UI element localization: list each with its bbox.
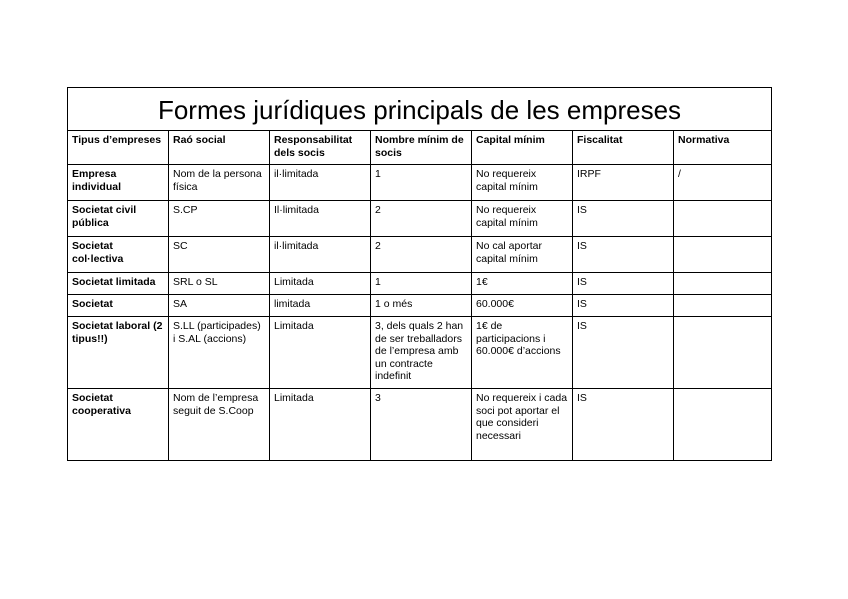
table-cell	[674, 317, 772, 389]
table-row	[68, 317, 772, 389]
table-cell: No cal aportar capital mínim	[472, 237, 573, 273]
table-cell: limitada	[270, 295, 371, 317]
table-row	[68, 295, 772, 317]
header-cell-min-capital: Capital mínim	[472, 131, 573, 165]
row-header-cell: Societat col·lectiva	[68, 237, 169, 273]
table-row	[68, 273, 772, 295]
table-cell: SC	[169, 237, 270, 273]
table-cell: 1€	[472, 273, 573, 295]
legal-forms-table	[67, 87, 772, 461]
table-cell: S.CP	[169, 201, 270, 237]
table-cell	[674, 237, 772, 273]
table-cell: S.LL (participades) i S.AL (accions)	[169, 317, 270, 389]
table-cell	[674, 389, 772, 461]
table-cell: 2	[371, 201, 472, 237]
row-header-cell: Societat	[68, 295, 169, 317]
row-header-cell: Societat civil pública	[68, 201, 169, 237]
table-cell: No requereix capital mínim	[472, 201, 573, 237]
row-header-cell: Societat laboral (2 tipus!!)	[68, 317, 169, 389]
header-cell-type: Tipus d’empreses	[68, 131, 169, 165]
table-cell: No requereix capital mínim	[472, 165, 573, 201]
table-cell	[674, 201, 772, 237]
table-cell	[674, 273, 772, 295]
table-cell	[674, 295, 772, 317]
table-cell: Limitada	[270, 389, 371, 461]
table-cell: SA	[169, 295, 270, 317]
header-cell-taxation: Fiscalitat	[573, 131, 674, 165]
table-cell: 3, dels quals 2 han de ser treballadors de l’empresa amb un contracte indefinit	[371, 317, 472, 389]
table-cell: il·limitada	[270, 165, 371, 201]
table-cell: IRPF	[573, 165, 674, 201]
table-cell: 3	[371, 389, 472, 461]
row-header-cell: Societat cooperativa	[68, 389, 169, 461]
table-cell: Limitada	[270, 317, 371, 389]
table-cell: 1	[371, 273, 472, 295]
header-row	[68, 131, 772, 165]
table-cell: 1	[371, 165, 472, 201]
table-cell: IS	[573, 295, 674, 317]
table-row	[68, 201, 772, 237]
row-header-cell: Societat limitada	[68, 273, 169, 295]
table-cell: 1 o més	[371, 295, 472, 317]
table-cell: Limitada	[270, 273, 371, 295]
table-row	[68, 237, 772, 273]
table-cell: IS	[573, 201, 674, 237]
table-row	[68, 165, 772, 201]
table-cell: 60.000€	[472, 295, 573, 317]
table-cell: Il·limitada	[270, 201, 371, 237]
table-cell: il·limitada	[270, 237, 371, 273]
table-cell: Nom de l’empresa seguit de S.Coop	[169, 389, 270, 461]
header-cell-name: Raó social	[169, 131, 270, 165]
title-row	[68, 88, 772, 131]
table-cell: Nom de la persona física	[169, 165, 270, 201]
table-cell: IS	[573, 317, 674, 389]
table-cell: /	[674, 165, 772, 201]
table-cell: IS	[573, 237, 674, 273]
row-header-cell: Empresa individual	[68, 165, 169, 201]
table-cell: IS	[573, 273, 674, 295]
table-cell: No requereix i cada soci pot aportar el que consideri necessari	[472, 389, 573, 461]
table-cell: 1€ de participacions i 60.000€ d’accions	[472, 317, 573, 389]
table-title: Formes jurídiques principals de les empreses	[68, 88, 772, 131]
table-cell: SRL o SL	[169, 273, 270, 295]
header-cell-min-partners: Nombre mínim de socis	[371, 131, 472, 165]
table-cell: 2	[371, 237, 472, 273]
header-cell-liability: Responsabilitat dels socis	[270, 131, 371, 165]
header-cell-regulation: Normativa	[674, 131, 772, 165]
table-cell: IS	[573, 389, 674, 461]
table-row	[68, 389, 772, 461]
